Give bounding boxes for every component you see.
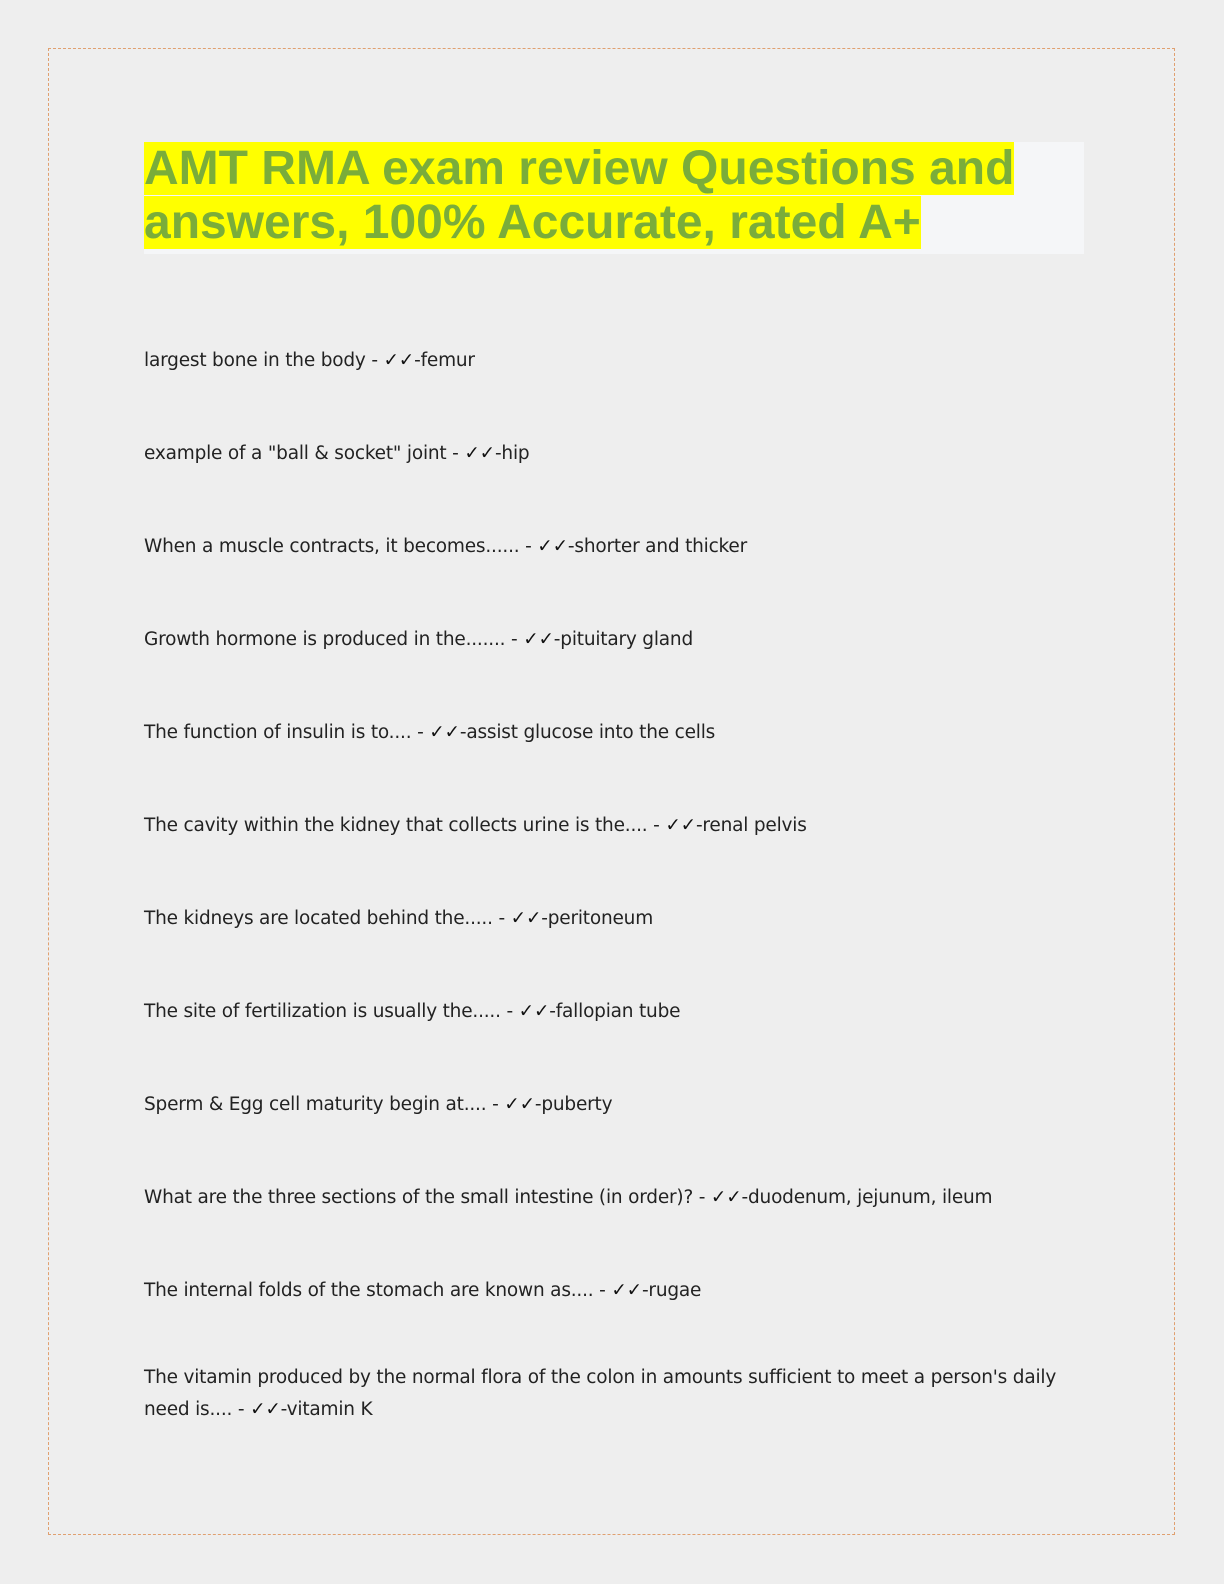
answer-text: renal pelvis (702, 815, 807, 836)
question-text: The site of fertilization is usually the..... (144, 1001, 501, 1022)
answer-prefix: - (541, 908, 548, 929)
answer-prefix: - (549, 1001, 556, 1022)
answer-text: pituitary gland (560, 629, 693, 650)
answer-text: assist glucose into the cells (466, 722, 716, 743)
answer-text: rugae (648, 1280, 702, 1301)
separator: - (647, 815, 666, 836)
qa-list (144, 345, 1064, 1487)
check-mark-icon: ✓✓ (464, 443, 495, 464)
check-mark-icon: ✓✓ (611, 1280, 642, 1301)
answer-prefix: - (641, 1280, 649, 1301)
question-text: What are the three sections of the small intestine (in order)? (144, 1187, 694, 1208)
answer-text: fallopian tube (555, 1001, 681, 1022)
separator: - (365, 350, 384, 371)
qa-item (144, 1275, 1064, 1307)
answer-prefix: - (567, 536, 575, 557)
check-mark-icon: ✓✓ (383, 350, 415, 371)
separator: - (500, 1001, 519, 1022)
check-mark-icon: ✓✓ (523, 629, 554, 650)
qa-item (144, 717, 1064, 749)
question-text: The internal folds of the stomach are known as.... (144, 1280, 594, 1301)
check-mark-icon: ✓✓ (250, 1399, 281, 1420)
question-text: The function of insulin is to.... (144, 722, 412, 743)
qa-item (144, 996, 1064, 1028)
question-text: Growth hormone is produced in the....... (144, 629, 506, 650)
qa-item (144, 438, 1064, 470)
answer-text: vitamin K (286, 1399, 373, 1420)
answer-prefix: - (459, 722, 467, 743)
answer-text: peritoneum (547, 908, 654, 929)
check-mark-icon: ✓✓ (537, 536, 568, 557)
check-mark-icon: ✓✓ (504, 1094, 535, 1115)
question-text: Sperm & Egg cell maturity begin at.... (144, 1094, 487, 1115)
question-text: The vitamin produced by the normal flora of the colon in amounts sufficient to meet a person's daily need is.... (144, 1367, 1057, 1420)
answer-text: shorter and thicker (574, 536, 748, 557)
check-mark-icon: ✓✓ (665, 815, 696, 836)
answer-prefix: - (414, 350, 421, 371)
separator: - (232, 1399, 251, 1420)
answer-prefix: - (534, 1094, 542, 1115)
answer-prefix: - (280, 1399, 287, 1420)
question-text: largest bone in the body (144, 350, 366, 371)
title-block (144, 142, 1084, 254)
answer-prefix: - (494, 443, 502, 464)
separator: - (505, 629, 524, 650)
answer-text: duodenum, jejunum, ileum (748, 1187, 993, 1208)
separator: - (486, 1094, 505, 1115)
separator: - (693, 1187, 711, 1208)
answer-text: femur (420, 350, 475, 371)
answer-text: puberty (541, 1094, 613, 1115)
question-text: example of a "ball & socket" joint (144, 443, 447, 464)
qa-item (144, 345, 1064, 377)
answer-prefix: - (553, 629, 561, 650)
qa-item (144, 1362, 1064, 1426)
qa-item (144, 624, 1064, 656)
check-mark-icon: ✓✓ (429, 722, 460, 743)
title-highlight: AMT RMA exam review Questions and answers, 100% Accurate, rated A+ (144, 142, 1015, 249)
separator: - (411, 722, 430, 743)
question-text: When a muscle contracts, it becomes...... (144, 536, 520, 557)
qa-item (144, 1089, 1064, 1121)
answer-text: hip (501, 443, 530, 464)
qa-item (144, 531, 1064, 563)
separator: - (593, 1280, 612, 1301)
qa-item (144, 810, 1064, 842)
separator: - (492, 908, 511, 929)
question-text: The kidneys are located behind the..... (144, 908, 493, 929)
separator: - (519, 536, 538, 557)
qa-item (144, 903, 1064, 935)
separator: - (446, 443, 465, 464)
question-text: The cavity within the kidney that collects urine is the.... (144, 815, 648, 836)
check-mark-icon: ✓✓ (510, 908, 542, 929)
answer-prefix: - (695, 815, 703, 836)
check-mark-icon: ✓✓ (710, 1187, 742, 1208)
document-title (144, 142, 1084, 250)
answer-prefix: - (741, 1187, 748, 1208)
qa-item (144, 1182, 1064, 1214)
check-mark-icon: ✓✓ (518, 1001, 550, 1022)
